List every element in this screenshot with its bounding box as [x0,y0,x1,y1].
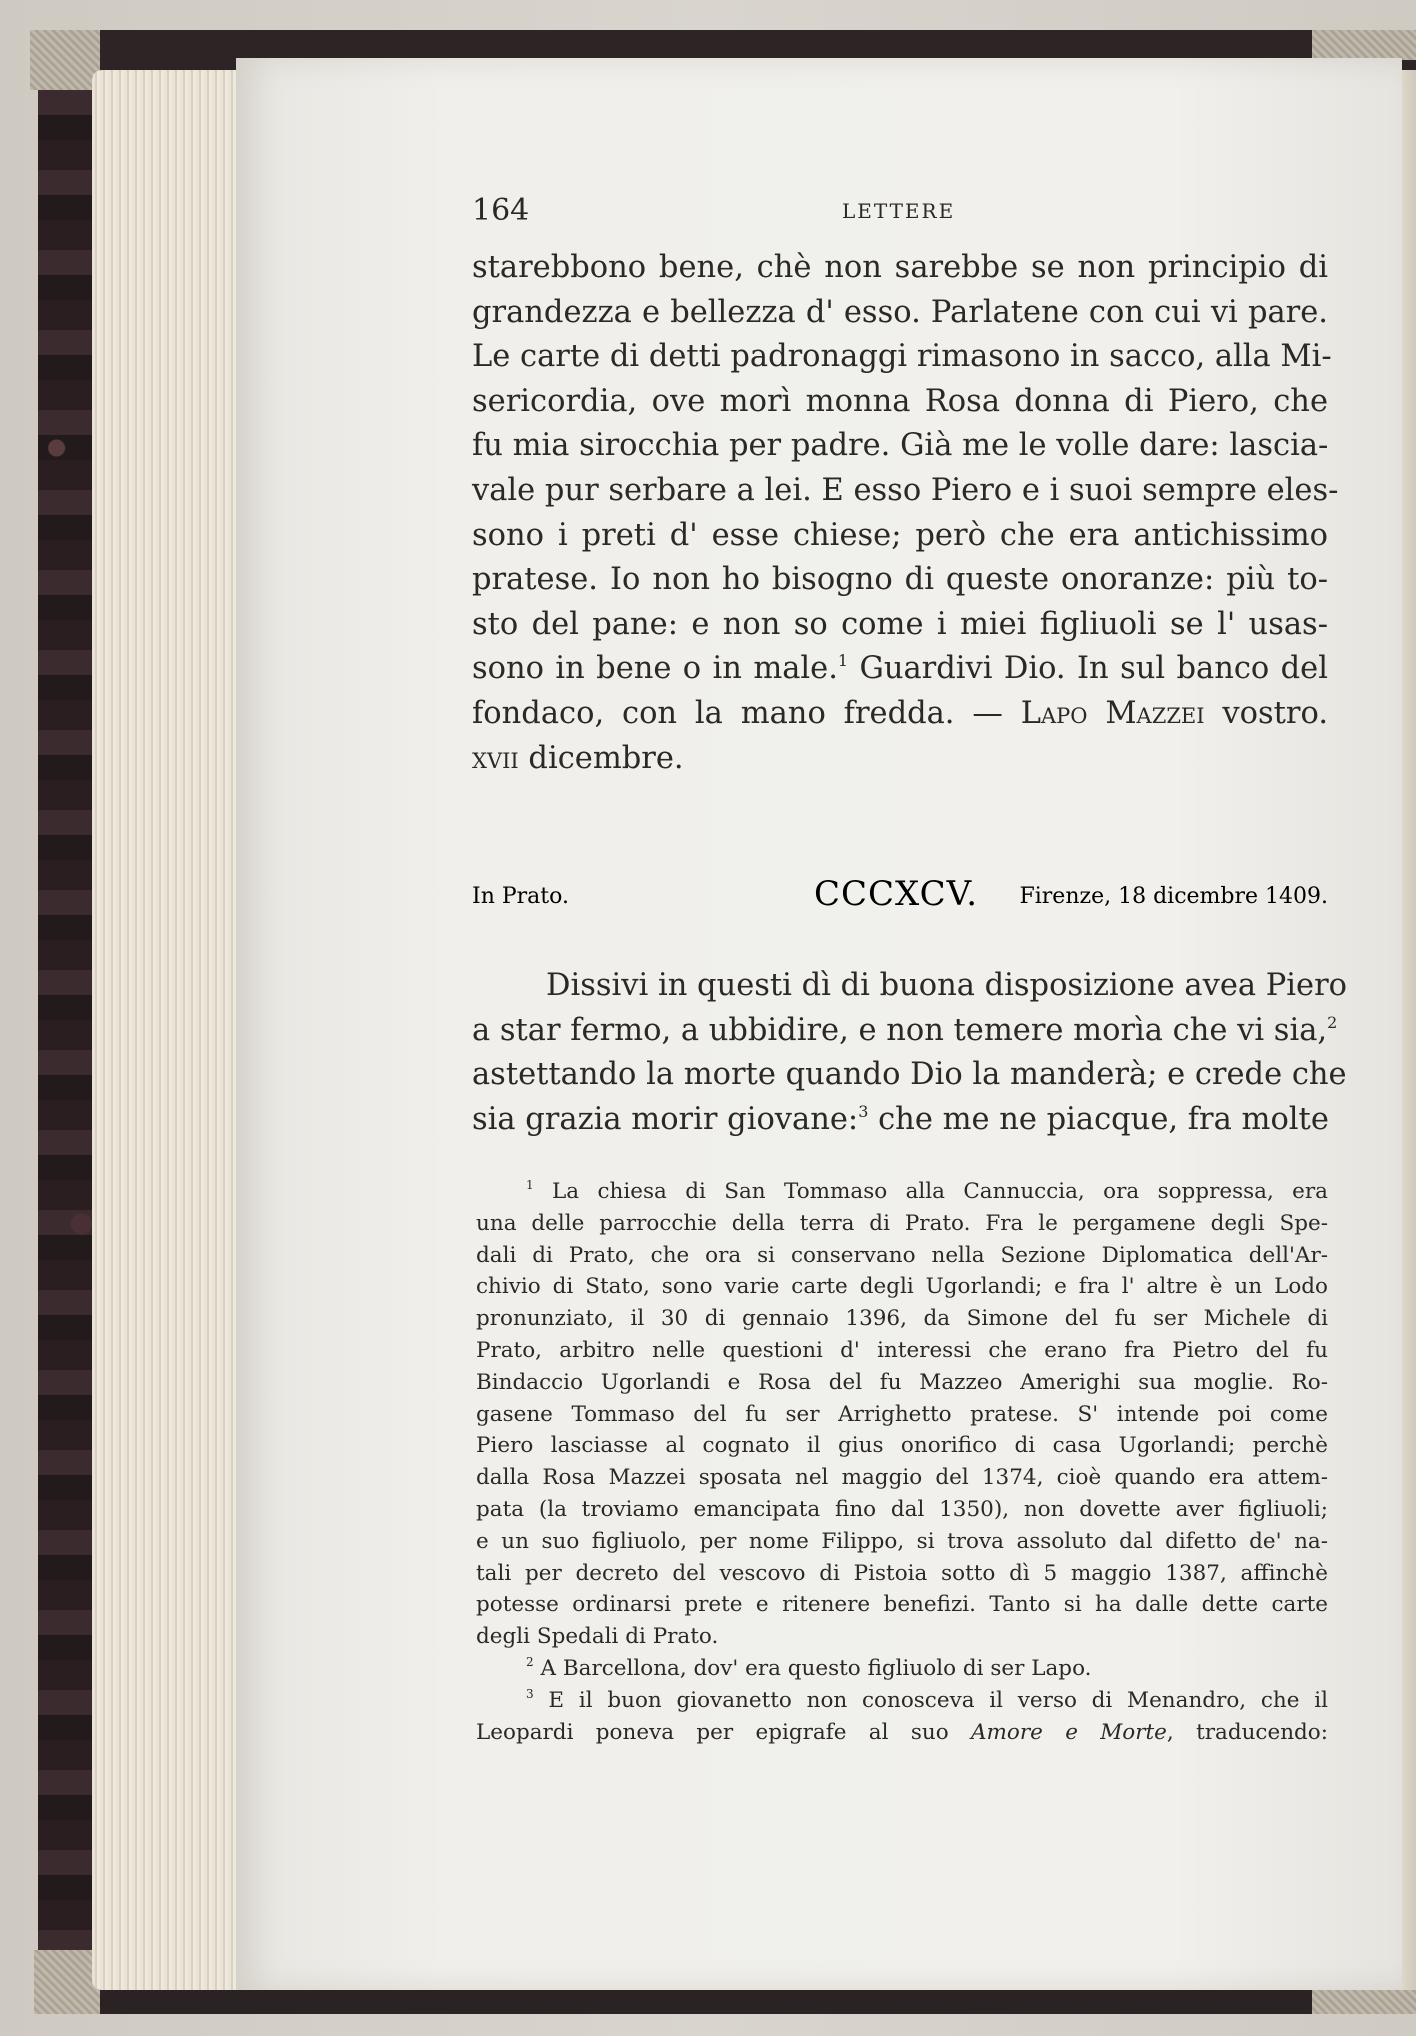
footnote-line [476,1176,1328,1208]
text-segment: , traducendo: [1166,1719,1328,1745]
footnote-line: pronunziato, il 30 di gennaio 1396, da Simone del fu ser Michele di [476,1306,1328,1332]
text-segment: a star fermo, a ubbidire, e non temere morìa che vi sia, [472,1012,1328,1048]
footnote-line: Prato, arbitro nelle questioni d' interessi che erano fra Pietro del fu [476,1337,1328,1363]
text-line: Dissivi in questi dì di buona disposizione avea Piero [546,968,1348,1003]
text-segment: La chiesa di San Tommaso alla Cannuccia, ora soppressa, era [552,1179,1328,1204]
footnote-line: gasene Tommaso del fu ser Arrighetto pratese. S' intende poi come [476,1401,1328,1427]
footnote-ref: 1 [837,651,849,671]
text-line: sto del pane: e non so come i miei figliuoli se l' usas- [472,606,1328,642]
footnote-line: dalla Rosa Mazzei sposata nel maggio del 1374, cioè quando era attem- [476,1465,1328,1491]
date-day: xvii [472,740,519,776]
text-line [472,647,1328,692]
corner-cloth-bottom-left [34,1950,100,2014]
footnote-ref: 2 [1327,1012,1338,1032]
text-line [472,737,1328,782]
page-edges [92,70,252,1990]
text-line: sono i preti d' esse chiese; però che era antichissimo [472,517,1328,553]
running-title: LETTERE [842,199,956,223]
footnote-marker: 2 [526,1654,534,1669]
text-line: grandezza e bellezza d' esso. Parlatene con cui vi pare. [472,294,1328,330]
letter-body-top [472,246,1339,781]
footnote-line: e un suo figliuolo, per nome Filippo, si trova assoluto dal difetto de' na- [476,1528,1328,1554]
text-line [472,1098,1328,1143]
text-line: fu mia sirocchia per padre. Già me le volle dare: lascia- [472,428,1329,464]
text-segment: sia grazia morir giovane: [472,1101,859,1137]
footnote-line: Bindaccio Ugorlandi e Rosa del fu Mazzeo Amerighi sua moglie. Ro- [476,1369,1328,1395]
text-line [472,1009,1338,1054]
letter-date: Firenze, 18 dicembre 1409. [1019,884,1328,909]
text-segment: che me ne piacque, fra molte [878,1101,1329,1137]
footnote-line: Piero lasciasse al cognato il gius onorifico di casa Ugorlandi; perchè [476,1433,1328,1459]
footnote-line: una delle parrocchie della terra di Prato. Fra le pergamene degli Spe- [476,1210,1328,1236]
text-segment: dicembre. [528,740,684,776]
letter-number: CCCXCV. [814,874,979,914]
footnote-line: dali di Prato, che ora si conservano nella Sezione Diplomatica dell'Ar- [476,1242,1328,1268]
text-line: vale pur serbare a lei. E esso Piero e i suoi sempre eles- [472,472,1339,508]
corner-cloth-top-left [30,30,100,90]
text-segment: Leopardi poneva per epigrafe al suo [476,1719,949,1745]
letter-place: In Prato. [472,884,569,909]
footnote-line: degli Spedali di Prato. [476,1624,719,1650]
text-segment: sono in bene o in male. [472,651,838,687]
footnote-marker: 1 [526,1178,534,1192]
footnote-line: chivio di Stato, sono varie carte degli Ugorlandi; e fra l' altre è un Lodo [476,1274,1328,1300]
text-line: pratese. Io non ho bisogno di queste onoranze: più to- [472,562,1328,598]
text-line: Le carte di detti padronaggi rimasono in sacco, alla Mi- [472,339,1332,375]
running-head [472,193,1332,229]
corner-cloth-top-right [1312,30,1416,60]
page-number: 164 [472,193,530,228]
footnotes [476,1176,1328,1748]
signature: Lapo Mazzei [1020,695,1205,731]
footnote-line: potesse ordinarsi prete e ritenere benefizi. Tanto si ha dalle dette carte [476,1592,1328,1618]
text-line: sericordia, ove morì monna Rosa donna di Piero, che [472,383,1328,419]
footnote-line [476,1685,1328,1717]
letter-body-bottom [472,964,1348,1142]
text-segment: vostro. [1222,695,1329,731]
footnote-ref: 3 [858,1101,869,1121]
marbled-board [38,60,100,2000]
footnote-line: tali per decreto del vescovo di Pistoia sotto dì 5 maggio 1387, affinchè [476,1560,1328,1586]
footnote-line [476,1653,1328,1685]
footnote-line: pata (la troviamo emancipata fino dal 1350), non dovette aver figliuoli; [476,1496,1328,1522]
italic-title: Amore e Morte [971,1719,1167,1745]
text-segment: E il buon giovanetto non conosceva il verso di Menandro, che il [548,1687,1328,1713]
text-line: starebbono bene, chè non sarebbe se non principio di [472,250,1328,285]
text-line [472,692,1328,737]
text-segment: fondaco, con la mano fredda. — [472,695,1003,731]
text-segment: Guardivi Dio. In sul banco del [859,651,1328,687]
footnote-line [476,1717,1328,1749]
letter-header [472,870,1328,920]
footnote-marker: 3 [526,1686,534,1701]
text-segment: A Barcellona, dov' era questo figliuolo di ser Lapo. [540,1655,1092,1681]
text-line: astettando la morte quando Dio la manderà; e crede che [472,1057,1347,1093]
